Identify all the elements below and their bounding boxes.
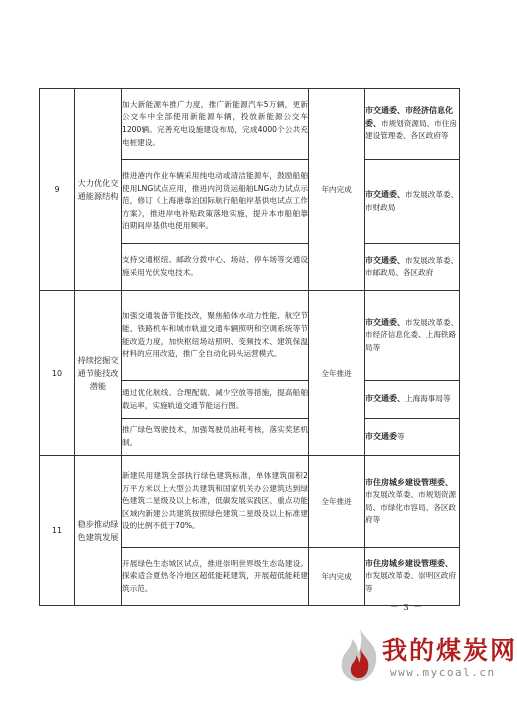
responsible-departments (365, 419, 460, 456)
lead-department: 市交通委、 (365, 190, 405, 200)
time-limit: 全年推进 (309, 291, 365, 456)
row-number: 11 (40, 456, 75, 606)
measure-description: 推广绿色驾驶技术，加强驾驶员油耗考核，落实奖惩机制。 (122, 419, 309, 456)
responsible-departments (365, 160, 460, 244)
time-limit: 全年推进 (309, 456, 365, 548)
task-name: 稳步推动绿色建筑发展 (75, 456, 122, 606)
responsible-departments (365, 244, 460, 291)
watermark-url: www.mycoal.cn (390, 666, 496, 679)
lead-department: 市交通委、 (365, 255, 405, 265)
page-number: － 3 － (390, 603, 423, 613)
measures-table (39, 88, 460, 606)
table-row (40, 456, 460, 548)
cooperating-departments: 市发展改革委、崇明区政府等 (365, 571, 457, 593)
cooperating-departments: 上海海事局等 (405, 394, 451, 404)
measure-description: 开展绿色生态城区试点，推进崇明世界级生态岛建设。探索适合夏热冬冷地区超低能耗建筑，开展超低能耗建筑示范。 (122, 548, 309, 606)
task-name: 持续挖掘交通节能技改潜能 (75, 291, 122, 456)
flame-logo-icon (330, 625, 390, 687)
lead-department: 市交通委、 (365, 317, 405, 327)
cooperating-departments: 市规划资源局、市住房建设管理委、各区政府等 (365, 118, 457, 141)
row-number: 9 (40, 89, 75, 291)
lead-department: 市住房城乡建设管理委、 (365, 558, 453, 568)
lead-department: 市交通委、 (365, 394, 405, 404)
responsible-departments (365, 291, 460, 381)
measure-description: 推进港内作业车辆采用纯电动或清洁能源车，鼓励船舶使用LNG试点应用，推进内河货运船舶LNG动力试点示范，修订《上海港靠泊国际航行船舶岸基供电试点工作方案》，推进岸电补贴政策落地实施，提升本市船舶靠泊期间岸基供电使用频率。 (122, 160, 309, 244)
table-row (40, 89, 460, 160)
measure-description: 支持交通枢纽、邮政分拨中心、场站、停车场等交通设施采用光伏发电技术。 (122, 244, 309, 291)
responsible-departments (365, 89, 460, 160)
watermark (330, 625, 517, 703)
measure-description: 加大新能源车推广力度，推广新能源汽车5万辆，更新公交车中全部使用新能源车辆，投放新能源公交车1200辆。完善充电设施建设布局，完成4000个公共充电桩建设。 (122, 89, 309, 160)
cooperating-departments: 市发展改革委、市邮政局、各区政府 (365, 255, 459, 277)
lead-department: 市交通委 (365, 431, 397, 441)
row-number: 10 (40, 291, 75, 456)
responsible-departments (365, 381, 460, 419)
watermark-title: 我的煤炭网 (382, 636, 517, 665)
lead-department: 市住房城乡建设管理委、 (365, 477, 453, 487)
responsible-departments (365, 456, 460, 548)
task-name: 大力优化交通能源结构 (75, 89, 122, 291)
cooperating-departments: 市发展改革委、市规划资源局、市绿化市容局、各区政府等 (365, 490, 457, 524)
table-row (40, 291, 460, 381)
measure-description: 加强交通装备节能技改，聚焦船体水动力性能、航空节能、铁路机车和城市轨道交通车辆照明和空调系统等节能改造力度，加快枢纽场站照明、变频技术、建筑保温材料的应用改造，推广全自动化码头运营模式。 (122, 291, 309, 381)
measure-description: 通过优化航线、合理配载、减少空放等措施，提高船舶载运率，实施轨道交通节能运行图。 (122, 381, 309, 419)
time-limit: 年内完成 (309, 548, 365, 606)
cooperating-departments: 等 (397, 431, 405, 441)
time-limit: 年内完成 (309, 89, 365, 291)
cooperating-departments: 市发展改革委、市经济信息化委、上海铁路局等 (365, 317, 459, 352)
lead-department: 市交通委、市经济信息化委、 (365, 106, 453, 128)
cooperating-departments: 市发展改革委、市财政局 (365, 190, 459, 212)
measure-description: 新建民用建筑全部执行绿色建筑标准，单体建筑面积2万平方米以上大型公共建筑和国家机关办公建筑达到绿色建筑二星级及以上标准，低碳发展实践区、重点功能区域内新建公共建筑按照绿色建筑二星级及以上标准建设的比例不低于70%。 (122, 456, 309, 548)
responsible-departments (365, 548, 460, 606)
